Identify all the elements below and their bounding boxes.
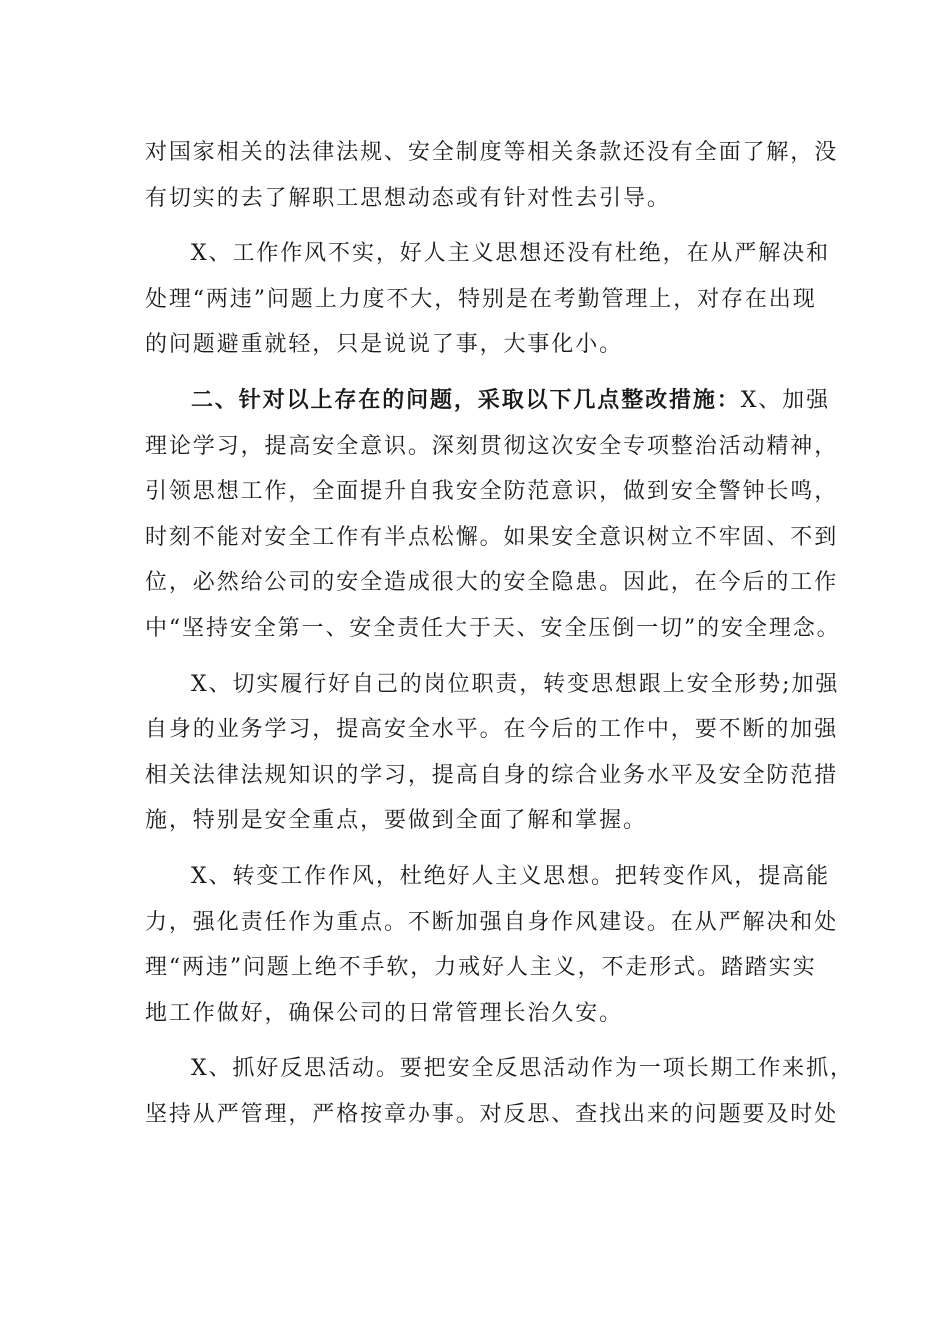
text-line: 相关法律法规知识的学习，提高自身的综合业务水平及安全防范措 [145,762,839,788]
paragraph-change-work-style [145,854,839,1036]
text-line: 地工作做好，确保公司的日常管理长治久安。 [145,1000,624,1026]
paragraph-reflection-activity [145,1046,854,1137]
paragraph-continuation [145,130,839,221]
text-line: 对国家相关的法律法规、安全制度等相关条款还没有全面了解，没 [145,140,839,165]
text-line: 力，强化责任作为重点。不断加强自身作风建设。在从严解决和处 [145,909,839,935]
paragraph-rectification-measures [145,378,841,652]
text-line: 有切实的去了解职工思想动态或有针对性去引导。 [145,185,671,211]
text-line: 的问题避重就轻，只是说说了事，大事化小。 [145,332,624,358]
paragraph-job-duties [145,662,840,844]
text-line: 理论学习，提高安全意识。深刻贯彻这次安全专项整治活动精神， [145,433,839,459]
text-line: 位，必然给公司的安全造成很大的安全隐患。因此，在今后的工作 [145,570,839,596]
text-line: X、工作作风不实，好人主义思想还没有杜绝，在从严解决和 [191,241,830,267]
text-line: 引领思想工作，全面提升自我安全防范意识，做到安全警钟长鸣， [145,479,839,505]
text-line: 处理“两违”问题上力度不大，特别是在考勤管理上，对存在出现 [145,286,817,312]
text-line: 坚持从严管理，严格按章办事。对反思、查找出来的问题要及时处 [145,1101,839,1127]
section-heading: 二、针对以上存在的问题，采取以下几点整改措施： [191,386,741,413]
text-line: 时刻不能对安全工作有半点松懈。如果安全意识树立不牢固、不到 [145,524,839,550]
text-line: 理“两违”问题上绝不手软，力戒好人主义，不走形式。踏踏实实 [145,955,817,981]
text-line: 施，特别是安全重点，要做到全面了解和掌握。 [145,808,647,834]
text-line: 自身的业务学习，提高安全水平。在今后的工作中，要不断的加强 [145,717,839,743]
text-line: X、抓好反思活动。要把安全反思活动作为一项长期工作来抓， [191,1056,854,1082]
text-line: X、切实履行好自己的岗位职责，转变思想跟上安全形势;加强 [191,671,840,697]
document-body [145,130,854,1137]
text-line: X、转变工作作风，杜绝好人主义思想。把转变作风，提高能 [191,863,830,889]
text-line: 中“坚持安全第一、安全责任大于天、安全压倒一切”的安全理念。 [145,615,841,641]
heading-tail-text: X、加强 [740,387,830,413]
heading-line [145,378,835,424]
paragraph-work-style [145,231,835,368]
